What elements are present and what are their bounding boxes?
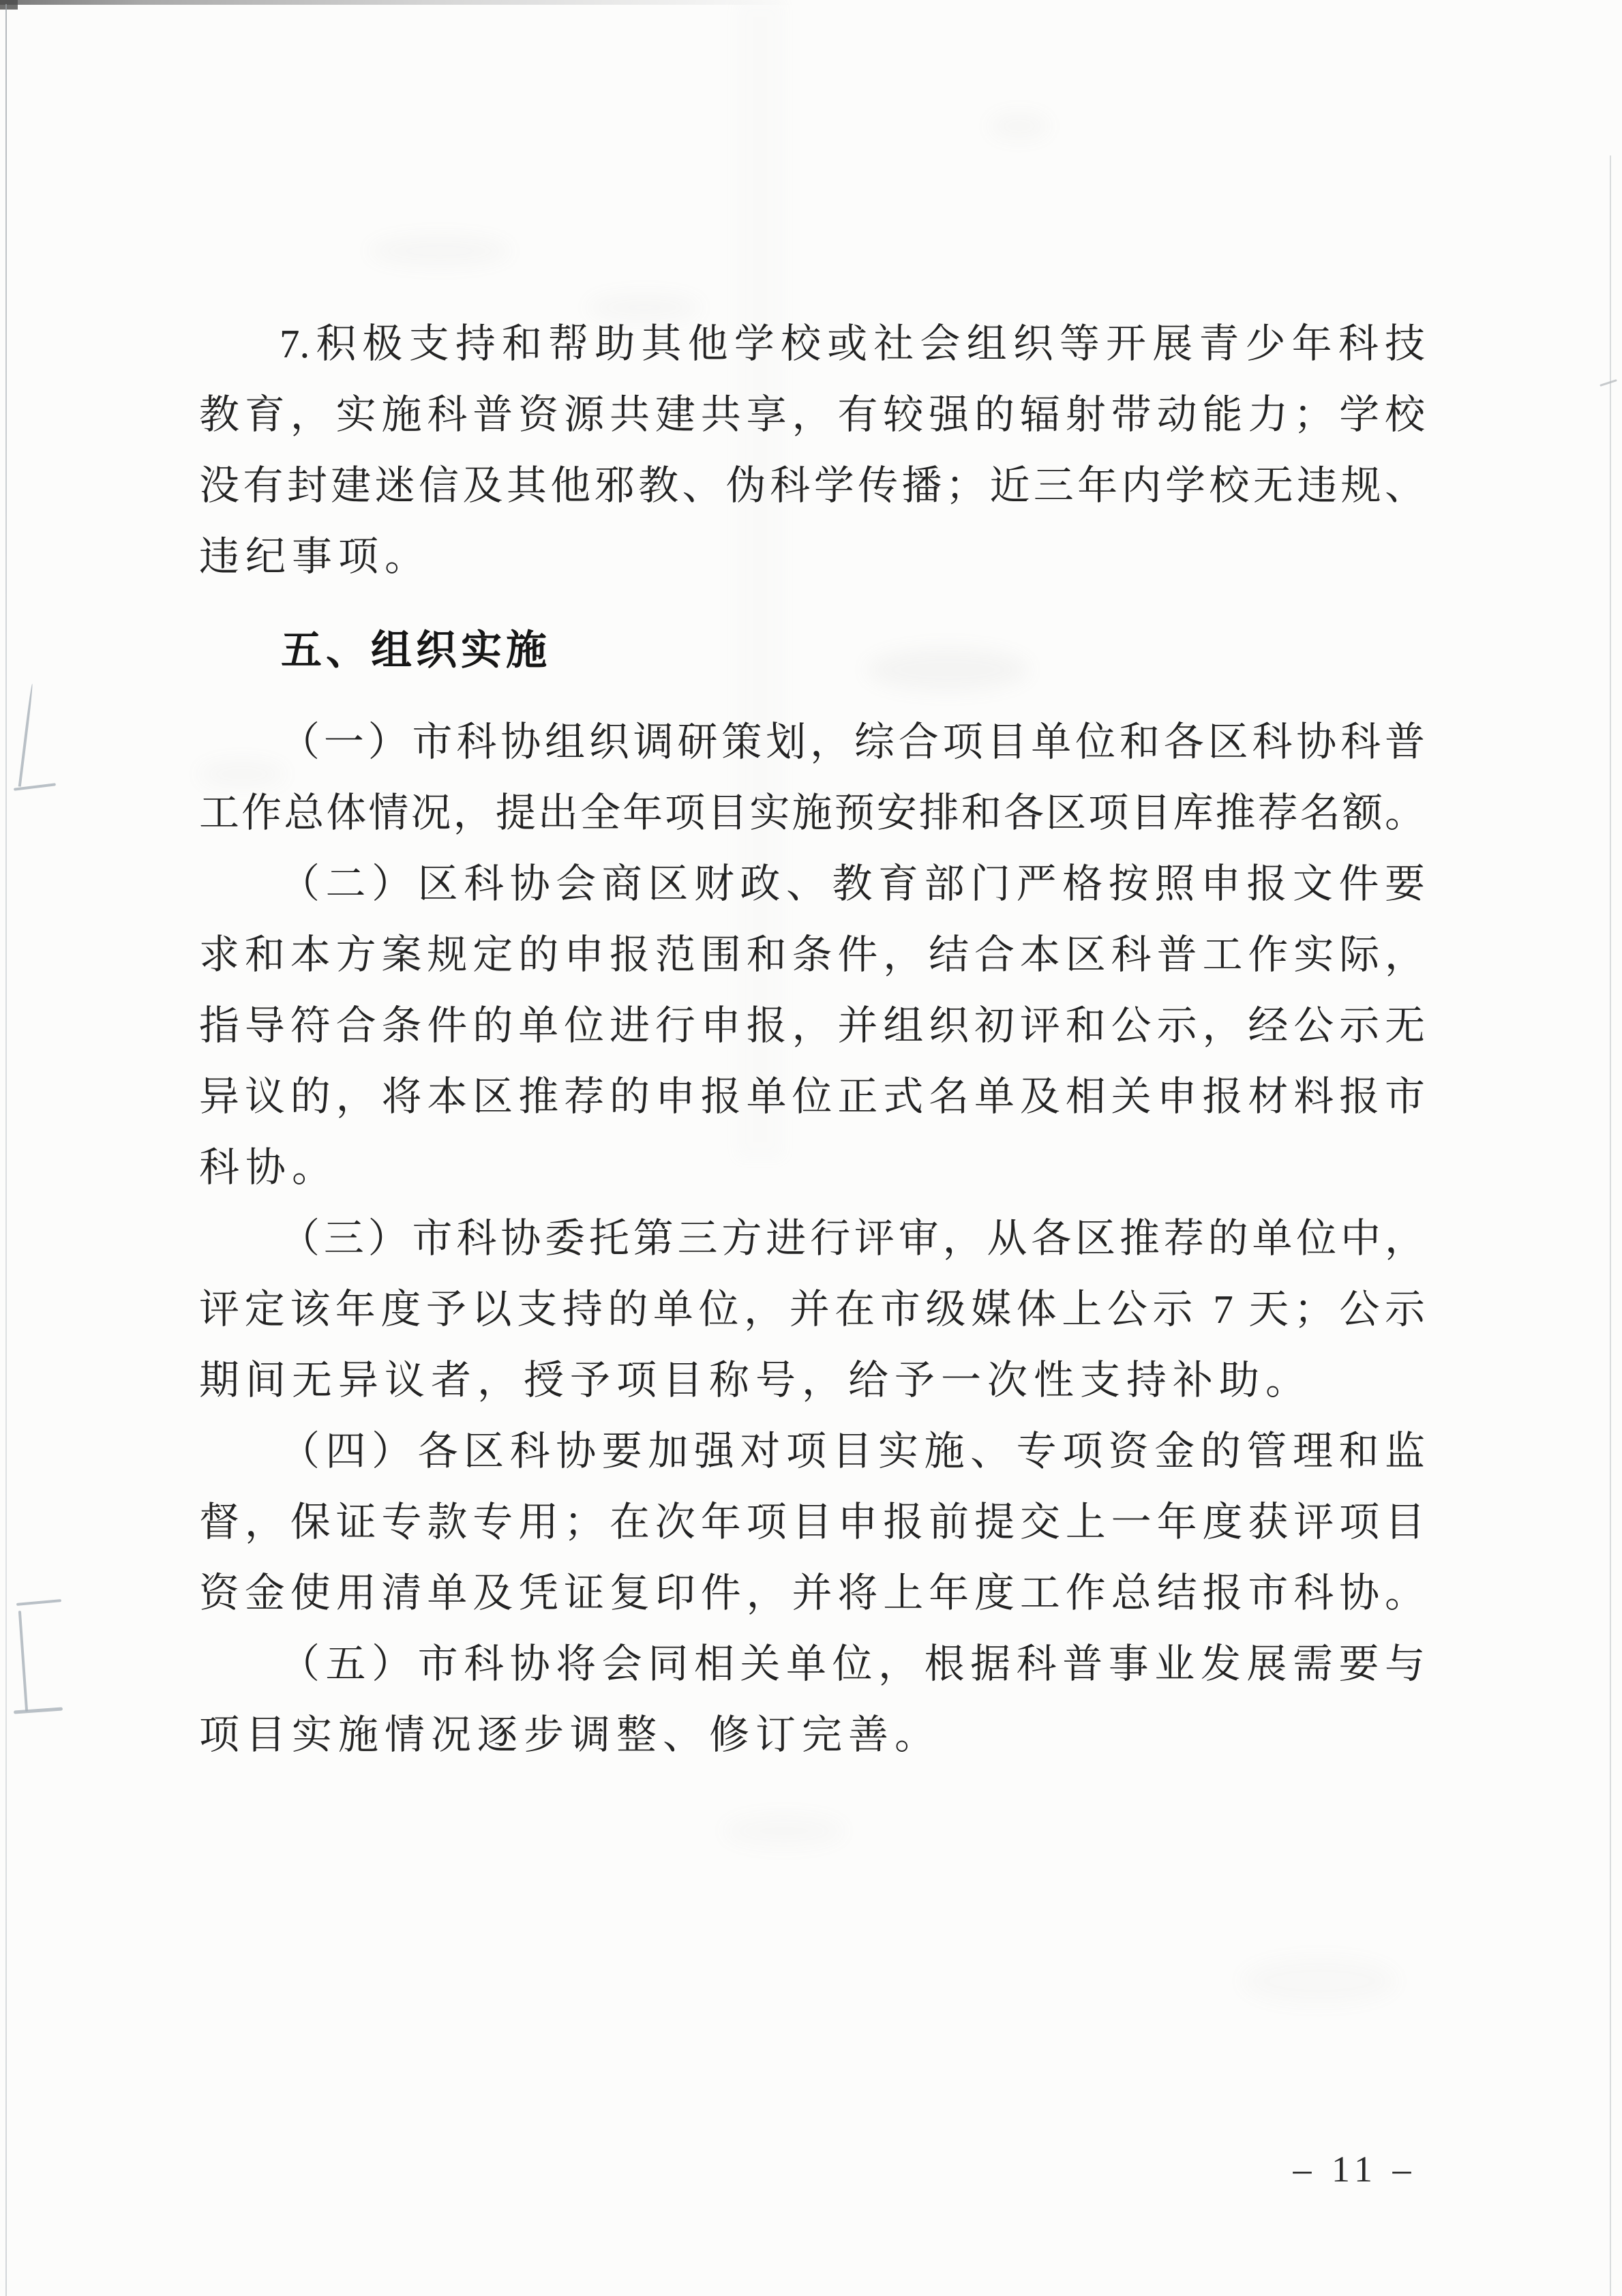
text-line: 没有封建迷信及其他邪教、伪科学传播；近三年内学校无违规、: [199, 463, 1425, 508]
scan-edge-top: [0, 0, 794, 5]
document-body: [199, 308, 1425, 1770]
binding-mark: [18, 1611, 28, 1712]
text-line: （一）市科协组织调研策划，综合项目单位和各区科协科普: [280, 719, 1425, 764]
scan-smudge: [1241, 1957, 1398, 2005]
text-line: 项目实施情况逐步调整、修订完善。: [199, 1712, 942, 1757]
text-line: 科协。: [199, 1145, 339, 1190]
text-line: （三）市科协委托第三方进行评审，从各区推荐的单位中，: [280, 1216, 1425, 1261]
text-line: 资金使用清单及凭证复印件，并将上年度工作总结报市科协。: [199, 1570, 1425, 1615]
binding-mark: [14, 1707, 63, 1714]
scan-edge-right: [1610, 155, 1611, 2296]
text-line: 评定该年度予以支持的单位，并在市级媒体上公示 7 天；公示: [199, 1287, 1425, 1332]
scan-corner-mark: [0, 0, 18, 10]
scan-mark: [1600, 379, 1617, 387]
scan-smudge: [723, 1814, 845, 1848]
text-line: 督，保证专款专用；在次年项目申报前提交上一年度获评项目: [199, 1500, 1425, 1545]
section-heading: 五、组织实施: [281, 627, 551, 673]
binding-mark: [18, 683, 33, 786]
text-line: 教育，实施科普资源共建共享，有较强的辐射带动能力；学校: [199, 392, 1425, 437]
scan-edge-left: [5, 4, 7, 2296]
binding-mark: [14, 783, 56, 791]
text-line: 求和本方案规定的申报范围和条件，结合本区科普工作实际，: [199, 932, 1425, 977]
text-line: 期间无异议者，授予项目称号，给予一次性支持补助。: [199, 1358, 1312, 1403]
page-number: – 11 –: [1293, 2149, 1417, 2190]
text-line: （四）各区科协要加强对项目实施、专项资金的管理和监: [280, 1429, 1425, 1474]
binding-mark: [16, 1599, 61, 1606]
text-line: 工作总体情况，提出全年项目实施预安排和各区项目库推荐名额。: [199, 790, 1425, 835]
scan-smudge: [989, 113, 1050, 140]
text-line: （二）区科协会商区财政、教育部门严格按照申报文件要: [280, 861, 1425, 906]
scan-smudge: [368, 235, 511, 267]
text-line: （五）市科协将会同相关单位，根据科普事业发展需要与: [280, 1641, 1425, 1686]
text-line: 异议的，将本区推荐的申报单位正式名单及相关申报材料报市: [199, 1074, 1425, 1119]
text-line: 违纪事项。: [199, 534, 432, 579]
text-line: 7.积极支持和帮助其他学校或社会组织等开展青少年科技: [280, 321, 1425, 366]
text-line: 指导符合条件的单位进行申报，并组织初评和公示，经公示无: [199, 1003, 1425, 1048]
